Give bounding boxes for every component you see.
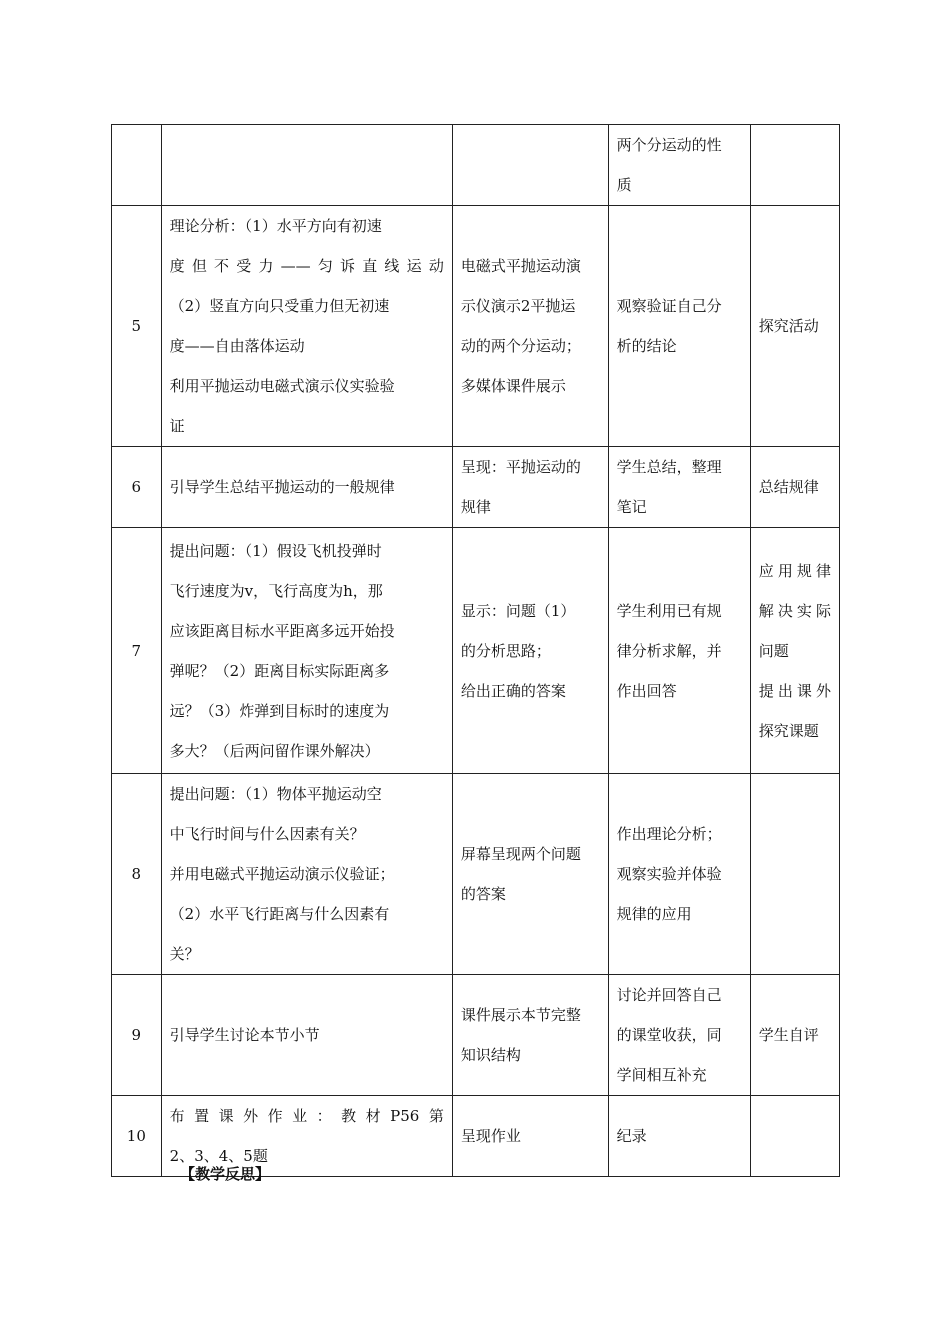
cell-line: 飞行速度为v，飞行高度为h，那 bbox=[169, 581, 383, 600]
cell-line: （2）竖直方向只受重力但无初速 bbox=[169, 297, 390, 315]
lesson-plan-table bbox=[111, 124, 840, 1177]
design-intent-cell bbox=[750, 125, 839, 206]
student-activity-cell bbox=[608, 1096, 750, 1177]
table-row bbox=[112, 447, 840, 528]
cell-line: 给出正确的答案 bbox=[460, 681, 566, 700]
cell-line: （2）水平飞行距离与什么因素有 bbox=[169, 905, 390, 923]
step-number-cell: 6 bbox=[112, 447, 162, 528]
media-cell bbox=[452, 528, 608, 774]
cell-line: 布置课外作业：教材P56第 bbox=[169, 1107, 444, 1125]
cell-line: 并用电磁式平抛运动演示仪验证； bbox=[169, 865, 395, 883]
cell-line: 呈现：平抛运动的 bbox=[460, 458, 581, 476]
cell-line: 应该距离目标水平距离多远开始投 bbox=[169, 621, 395, 640]
cell-line: 两个分运动的性 bbox=[616, 136, 722, 154]
cell-line: 探究活动 bbox=[758, 317, 819, 335]
cell-line: 显示：问题（1） bbox=[460, 601, 576, 620]
teacher-activity-cell bbox=[161, 774, 452, 975]
cell-line: 引导学生总结平抛运动的一般规律 bbox=[169, 478, 395, 496]
cell-line: 讨论并回答自己 bbox=[616, 986, 722, 1004]
media-cell bbox=[452, 206, 608, 447]
teacher-activity-cell bbox=[161, 975, 452, 1096]
cell-line: 弹呢？（2）距离目标实际距离多 bbox=[169, 661, 390, 680]
cell-line: 观察实验并体验 bbox=[616, 865, 722, 883]
design-intent-cell bbox=[750, 528, 839, 774]
cell-line: 观察验证自己分 bbox=[616, 297, 722, 315]
cell-line: 的分析思路； bbox=[460, 641, 551, 660]
step-number-cell: 5 bbox=[112, 206, 162, 447]
step-number-cell: 10 bbox=[112, 1096, 162, 1177]
cell-line: 课件展示本节完整 bbox=[460, 1006, 581, 1024]
cell-line: 问题 bbox=[758, 641, 789, 660]
cell-line: 多大？（后两问留作课外解决） bbox=[169, 741, 380, 760]
cell-line: 学间相互补充 bbox=[616, 1066, 707, 1084]
cell-line: 引导学生讨论本节小节 bbox=[169, 1026, 320, 1044]
step-number-cell bbox=[112, 125, 162, 206]
teacher-activity-cell bbox=[161, 206, 452, 447]
cell-line: 知识结构 bbox=[460, 1046, 521, 1064]
step-number-cell: 7 bbox=[112, 528, 162, 774]
cell-line: 学生利用已有规 bbox=[616, 601, 722, 620]
table-row bbox=[112, 528, 840, 774]
cell-line: 学生自评 bbox=[758, 1026, 819, 1044]
cell-line: 总结规律 bbox=[758, 478, 819, 496]
cell-line: 的课堂收获，同 bbox=[616, 1026, 722, 1044]
cell-line: 解决实际 bbox=[758, 601, 831, 620]
cell-line: 理论分析：（1）水平方向有初速 bbox=[169, 217, 382, 235]
cell-line: 度——自由落体运动 bbox=[169, 337, 305, 355]
media-cell bbox=[452, 975, 608, 1096]
table-row bbox=[112, 206, 840, 447]
teaching-reflection-heading: 【教学反思】 bbox=[180, 1165, 271, 1183]
table-row bbox=[112, 774, 840, 975]
design-intent-cell bbox=[750, 447, 839, 528]
teacher-activity-cell bbox=[161, 528, 452, 774]
teacher-activity-cell bbox=[161, 125, 452, 206]
lesson-plan-body bbox=[112, 125, 840, 1177]
cell-line: 应用规律 bbox=[758, 561, 831, 580]
step-number-cell: 8 bbox=[112, 774, 162, 975]
cell-line: 学生总结，整理 bbox=[616, 458, 722, 476]
cell-line: 规律 bbox=[460, 498, 491, 516]
cell-line: 提出问题：（1）物体平抛运动空 bbox=[169, 785, 382, 803]
student-activity-cell bbox=[608, 975, 750, 1096]
step-number-cell: 9 bbox=[112, 975, 162, 1096]
cell-line: 中飞行时间与什么因素有关？ bbox=[169, 825, 365, 843]
cell-line: 示仪演示2平抛运 bbox=[460, 297, 576, 315]
media-cell bbox=[452, 774, 608, 975]
student-activity-cell bbox=[608, 206, 750, 447]
cell-line: 利用平抛运动电磁式演示仪实验验 bbox=[169, 377, 395, 395]
cell-line: 证 bbox=[169, 417, 185, 435]
cell-line: 析的结论 bbox=[616, 337, 677, 355]
table-row bbox=[112, 975, 840, 1096]
cell-line: 屏幕呈现两个问题 bbox=[460, 845, 581, 863]
cell-line: 提出课外 bbox=[758, 681, 831, 700]
design-intent-cell bbox=[750, 975, 839, 1096]
media-cell bbox=[452, 447, 608, 528]
cell-line: 提出问题：（1）假设飞机投弹时 bbox=[169, 541, 382, 560]
cell-line: 远？（3）炸弹到目标时的速度为 bbox=[169, 701, 390, 720]
teacher-activity-cell bbox=[161, 447, 452, 528]
cell-line: 动的两个分运动； bbox=[460, 337, 581, 355]
cell-line: 笔记 bbox=[616, 498, 647, 516]
cell-line: 2、3、4、5题 bbox=[169, 1147, 268, 1165]
design-intent-cell bbox=[750, 206, 839, 447]
cell-line: 质 bbox=[616, 176, 632, 194]
cell-line: 呈现作业 bbox=[460, 1127, 521, 1145]
cell-line: 纪录 bbox=[616, 1127, 647, 1145]
cell-line: 作出理论分析； bbox=[616, 825, 722, 843]
cell-line: 的答案 bbox=[460, 885, 506, 903]
media-cell bbox=[452, 1096, 608, 1177]
design-intent-cell bbox=[750, 1096, 839, 1177]
student-activity-cell bbox=[608, 125, 750, 206]
cell-line: 规律的应用 bbox=[616, 905, 692, 923]
design-intent-cell bbox=[750, 774, 839, 975]
cell-line: 多媒体课件展示 bbox=[460, 377, 566, 395]
cell-line: 探究课题 bbox=[758, 721, 819, 740]
cell-line: 关？ bbox=[169, 945, 200, 963]
student-activity-cell bbox=[608, 528, 750, 774]
cell-line: 作出回答 bbox=[616, 681, 677, 700]
student-activity-cell bbox=[608, 447, 750, 528]
table-row bbox=[112, 125, 840, 206]
cell-line: 电磁式平抛运动演 bbox=[460, 257, 581, 275]
cell-line: 律分析求解，并 bbox=[616, 641, 722, 660]
media-cell bbox=[452, 125, 608, 206]
student-activity-cell bbox=[608, 774, 750, 975]
cell-line: 度但不受力——匀诉直线运动 bbox=[169, 257, 444, 275]
